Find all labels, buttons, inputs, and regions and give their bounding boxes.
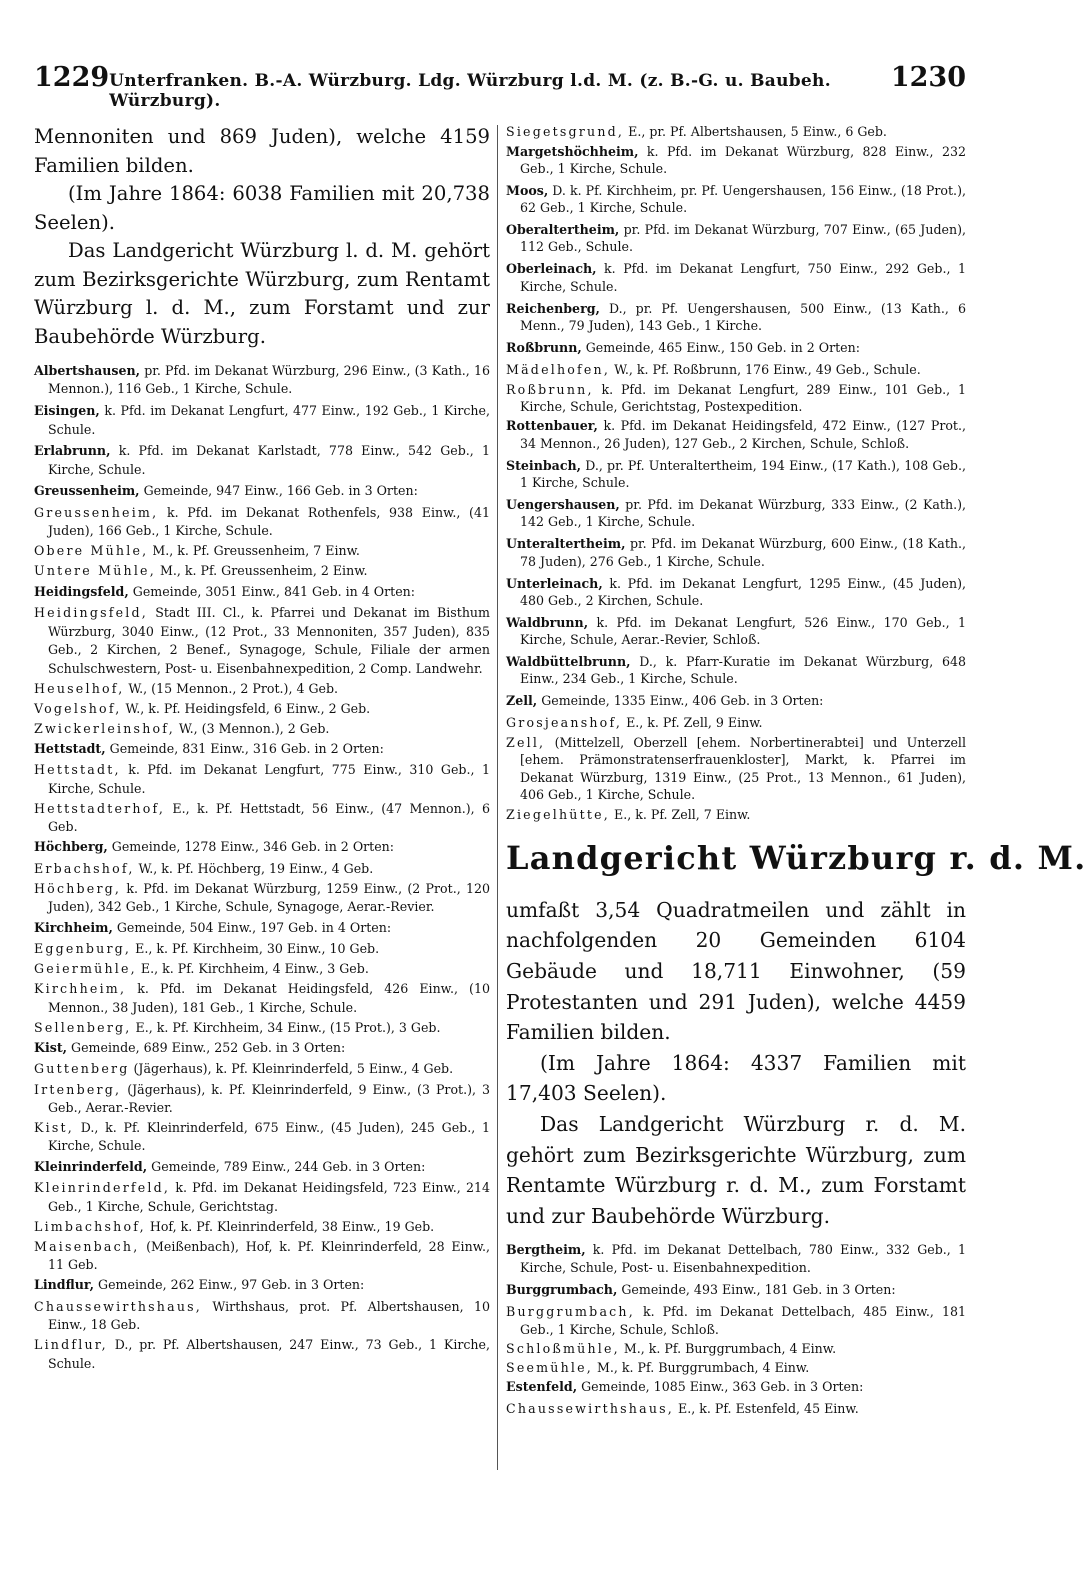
- entry-text: k. Pfd. im Dekanat Rothenfels, 938 Einw., (41 Juden), 166 Geb., 1 Kirche, Schule.: [48, 504, 490, 539]
- place-name: Bergtheim,: [506, 1242, 586, 1258]
- place-name: Greussenheim,: [34, 504, 159, 520]
- entry-text: Gemeinde, 262 Einw., 97 Geb. in 3 Orten:: [98, 1277, 365, 1293]
- intro-paragraph: umfaßt 3,54 Quadratmeilen und zählt in nachfolgenden 20 Gemeinden 6104 Gebäude und 18,711 Einwohner, (59 Protestanten und 291 Juden), welche 4459 Familien bilden.: [506, 897, 966, 1045]
- place-name: Siegetsgrund,: [506, 124, 625, 139]
- place-name: Unterleinach,: [506, 575, 603, 591]
- entry-text: (Jägerhaus), k. Pf. Kleinrinderfeld, 5 Einw., 4 Geb.: [133, 1061, 454, 1077]
- gazetteer-entry: [34, 402, 490, 439]
- place-name: Roßbrunn,: [506, 340, 582, 355]
- running-head: Unterfranken. B.-A. Würzburg. Ldg. Würzburg l.d. M. (z. B.-G. u. Baubeh. Würzburg).: [109, 71, 831, 111]
- entry-text: D., k. Pf. Kleinrinderfeld, 675 Einw., (45 Juden), 245 Geb., 1 Kirche, Schule.: [48, 1120, 490, 1154]
- entry-text: E., k. Pf. Estenfeld, 45 Einw.: [678, 1401, 859, 1417]
- entry-text: M., k. Pf. Burggrumbach, 4 Einw.: [623, 1340, 837, 1356]
- place-name: Erbachshof,: [34, 860, 135, 876]
- locality-entry: [506, 1303, 966, 1338]
- intro-paragraph: (Im Jahre 1864: 6038 Familien mit 20,738 Seelen).: [34, 182, 490, 234]
- place-name: Lindflur,: [34, 1277, 95, 1293]
- section-title: Landgericht Würzburg r. d. M.: [506, 838, 1086, 877]
- place-name: Heuselhof,: [34, 680, 125, 696]
- entry-text: Hof, k. Pf. Kleinrinderfeld, 38 Einw., 19 Geb.: [149, 1218, 435, 1234]
- place-name: Höchberg,: [34, 881, 122, 897]
- entry-text: W., k. Pf. Höchberg, 19 Einw., 4 Geb.: [138, 860, 374, 876]
- locality-entry: [34, 1119, 490, 1156]
- locality-entry: [34, 980, 490, 1017]
- place-name: Kleinrinderfeld,: [34, 1180, 171, 1196]
- place-name: Irtenberg,: [34, 1081, 122, 1097]
- place-name: Obere Mühle,: [34, 543, 149, 559]
- place-name: Estenfeld,: [506, 1379, 578, 1395]
- entry-text: M., k. Pf. Greussenheim, 2 Einw.: [159, 563, 368, 579]
- locality-entry: [506, 361, 966, 378]
- entry-text: E., k. Pf. Hettstadt, 56 Einw., (47 Mennon.), 6 Geb.: [48, 800, 490, 835]
- gazetteer-entry: [34, 838, 490, 856]
- locality-entry: [34, 800, 490, 837]
- locality-entry: [34, 604, 490, 678]
- place-name: Burggrumbach,: [506, 1282, 618, 1298]
- gazetteer-entry: [506, 260, 966, 295]
- entry-text: Gemeinde, 1335 Einw., 406 Geb. in 3 Orten:: [541, 693, 824, 709]
- entry-text: Gemeinde, 504 Einw., 197 Geb. in 4 Orten:: [116, 919, 392, 935]
- entry-text: Wirthshaus, prot. Pf. Albertshausen, 10 Einw., 18 Geb.: [48, 1298, 490, 1333]
- place-name: Mädelhofen,: [506, 361, 611, 377]
- entry-text: E., k. Pf. Kirchheim, 34 Einw., (15 Prot.), 3 Geb.: [135, 1019, 441, 1035]
- locality-entry: [34, 1081, 490, 1118]
- entry-text: (Mittelzell, Oberzell [ehem. Norbertinerabtei] und Unterzell [ehem. Prämonstratenserfrauenkloster], Markt, k. Pfarrei im Dekanat Würzburg, 1319 Einw., (25 Prot., 13 Mennon., 61 Juden), 406 Geb., 1 Kirche, Schule.: [520, 735, 966, 802]
- gazetteer-entry: [34, 482, 490, 500]
- entry-text: D., pr. Pf. Unteraltertheim, 194 Einw., (17 Kath.), 108 Geb., 1 Kirche, Schule.: [520, 457, 966, 491]
- entry-text: W., k. Pf. Roßbrunn, 176 Einw., 49 Geb., Schule.: [614, 361, 921, 377]
- place-name: Waldbrunn,: [506, 614, 589, 630]
- entry-text: D., pr. Pf. Albertshausen, 247 Einw., 73 Geb., 1 Kirche, Schule.: [48, 1337, 490, 1371]
- place-name: Vogelshof,: [34, 700, 122, 716]
- locality-entry: [506, 1359, 966, 1377]
- locality-entry: [34, 1019, 490, 1037]
- locality-entry: [34, 860, 490, 878]
- place-name: Reichenberg,: [506, 300, 600, 316]
- locality-entry: [34, 680, 490, 698]
- place-name: Eggenburg,: [34, 941, 132, 957]
- entry-text: k. Pfd. im Dekanat Karlstadt, 778 Einw., 542 Geb., 1 Kirche, Schule.: [48, 443, 490, 477]
- entry-text: M., k. Pf. Greussenheim, 7 Einw.: [152, 543, 360, 559]
- locality-entry: [34, 562, 490, 580]
- gazetteer-entry: [506, 457, 966, 492]
- place-name: Kirchheim,: [34, 981, 127, 997]
- gazetteer-entry: [506, 1241, 966, 1276]
- place-name: Chaussewirthshaus,: [34, 1298, 203, 1314]
- place-name: Maisenbach,: [34, 1238, 140, 1254]
- gazetteer-entry: [506, 417, 966, 452]
- place-name: Waldbüttelbrunn,: [506, 654, 631, 670]
- gazetteer-entry: [34, 442, 490, 479]
- left-column: [34, 123, 490, 1375]
- locality-entry: [34, 1336, 490, 1373]
- locality-entry: [506, 123, 966, 140]
- entry-text: pr. Pfd. im Dekanat Würzburg, 296 Einw., (3 Kath., 16 Mennon.), 116 Geb., 1 Kirche, Schule.: [48, 363, 490, 397]
- intro-paragraph: Mennoniten und 869 Juden), welche 4159 Familien bilden.: [34, 125, 490, 177]
- entry-text: k. Pfd. im Dekanat Lengfurt, 526 Einw., 170 Geb., 1 Kirche, Schule, Aerar.-Revier, Schloß.: [520, 614, 966, 648]
- place-name: Albertshausen,: [34, 363, 141, 378]
- locality-entry: [34, 960, 490, 978]
- gazetteer-entry: [34, 919, 490, 937]
- entry-text: W., (3 Mennon.), 2 Geb.: [178, 720, 330, 736]
- place-name: Oberleinach,: [506, 261, 597, 277]
- locality-entry: [34, 880, 490, 917]
- place-name: Steinbach,: [506, 457, 582, 473]
- place-name: Zwickerleinshof,: [34, 720, 175, 736]
- locality-entry: [34, 1298, 490, 1335]
- place-name: Unteraltertheim,: [506, 536, 626, 552]
- gazetteer-entry: [506, 496, 966, 531]
- intro-paragraph: (Im Jahre 1864: 4337 Familien mit 17,403 Seelen).: [506, 1050, 966, 1106]
- locality-entry: [34, 542, 490, 560]
- entry-text: k. Pfd. im Dekanat Dettelbach, 485 Einw., 181 Geb., 1 Kirche, Schule, Schloß.: [520, 1304, 966, 1337]
- place-name: Oberaltertheim,: [506, 222, 620, 238]
- entry-text: E., k. Pf. Zell, 9 Einw.: [626, 715, 763, 731]
- entry-text: (Jägerhaus), k. Pf. Kleinrinderfeld, 9 Einw., (3 Prot.), 3 Geb., Aerar.-Revier.: [48, 1081, 490, 1115]
- entry-text: D., k. Pfarr-Kuratie im Dekanat Würzburg, 648 Einw., 234 Geb., 1 Kirche, Schule.: [520, 654, 966, 687]
- place-name: Hettstadt,: [34, 740, 106, 756]
- locality-entry: [34, 940, 490, 958]
- gazetteer-entry: [34, 583, 490, 601]
- place-name: Grosjeanshof,: [506, 715, 623, 731]
- place-name: Lindflur,: [34, 1337, 108, 1353]
- place-name: Kist,: [34, 1039, 68, 1055]
- entry-text: k. Pfd. im Dekanat Heidingsfeld, 472 Einw., (127 Prot., 34 Mennon., 26 Juden), 127 Geb., 2 Kirchen, Schule, Schloß.: [520, 418, 966, 451]
- gazetteer-entry: [506, 692, 966, 709]
- entry-list: [506, 123, 966, 823]
- entry-list: [34, 362, 490, 1373]
- gazetteer-entry: [506, 1378, 966, 1396]
- entry-text: k. Pfd. im Dekanat Lengfurt, 289 Einw., 101 Geb., 1 Kirche, Schule, Gerichtstag, Postexpedition.: [520, 381, 966, 414]
- gazetteer-entry: [506, 614, 966, 649]
- entry-text: Gemeinde, 465 Einw., 150 Geb. in 2 Orten:: [585, 340, 860, 355]
- gazetteer-entry: [506, 221, 966, 256]
- entry-text: pr. Pfd. im Dekanat Würzburg, 707 Einw., (65 Juden), 112 Geb., Schule.: [520, 222, 966, 255]
- place-name: Hettstadt,: [34, 762, 121, 778]
- column-divider: [497, 125, 498, 1470]
- locality-entry: [34, 761, 490, 798]
- place-name: Kleinrinderfeld,: [34, 1158, 148, 1174]
- entry-text: E., k. Pf. Kirchheim, 4 Einw., 3 Geb.: [140, 961, 369, 977]
- gazetteer-entry: [34, 1158, 490, 1176]
- entry-text: k. Pfd. im Dekanat Lengfurt, 477 Einw., 192 Geb., 1 Kirche, Schule.: [48, 403, 490, 437]
- place-name: Hettstadterhof,: [34, 800, 166, 816]
- entry-text: E., pr. Pf. Albertshausen, 5 Einw., 6 Geb.: [628, 124, 887, 139]
- locality-entry: [506, 1400, 966, 1418]
- entry-text: Gemeinde, 1278 Einw., 346 Geb. in 2 Orten:: [111, 839, 395, 855]
- entry-text: E., k. Pf. Zell, 7 Einw.: [614, 806, 751, 822]
- gazetteer-entry: [506, 1281, 966, 1299]
- gazetteer-entry: [506, 535, 966, 570]
- gazetteer-entry: [506, 300, 966, 335]
- locality-entry: [34, 1218, 490, 1236]
- page-number-left: 1229: [34, 62, 110, 93]
- entry-text: k. Pfd. im Dekanat Würzburg, 828 Einw., 232 Geb., 1 Kirche, Schule.: [520, 143, 966, 176]
- place-name: Chaussewirthshaus,: [506, 1401, 675, 1417]
- place-name: Höchberg,: [34, 839, 108, 855]
- entry-text: Gemeinde, 1085 Einw., 363 Geb. in 3 Orten:: [581, 1379, 864, 1395]
- entry-text: E., k. Pf. Kirchheim, 30 Einw., 10 Geb.: [135, 941, 380, 957]
- place-name: Rottenbauer,: [506, 418, 598, 434]
- locality-entry: [34, 720, 490, 738]
- entry-text: k. Pfd. im Dekanat Würzburg, 1259 Einw., (2 Prot., 120 Juden), 342 Geb., 1 Kirche, Schule, Synagoge, Aerar.-Revier.: [48, 881, 490, 915]
- place-name: Untere Mühle,: [34, 563, 156, 579]
- locality-entry: [506, 734, 966, 803]
- entry-text: M., k. Pf. Burggrumbach, 4 Einw.: [597, 1360, 810, 1376]
- locality-entry: [506, 381, 966, 416]
- entry-text: k. Pfd. im Dekanat Heidingsfeld, 426 Einw., (10 Mennon., 38 Juden), 181 Geb., 1 Kirche, Schule.: [48, 981, 490, 1015]
- entry-text: k. Pfd. im Dekanat Heidingsfeld, 723 Einw., 214 Geb., 1 Kirche, Schule, Gerichtstag.: [48, 1180, 490, 1214]
- page-header: [34, 62, 966, 111]
- gazetteer-entry: [506, 182, 966, 217]
- entry-text: k. Pfd. im Dekanat Lengfurt, 1295 Einw., (45 Juden), 480 Geb., 2 Kirchen, Schule.: [520, 575, 966, 608]
- entry-text: k. Pfd. im Dekanat Lengfurt, 775 Einw., 310 Geb., 1 Kirche, Schule.: [48, 762, 490, 796]
- place-name: Ziegelhütte,: [506, 806, 610, 822]
- place-name: Burggrumbach,: [506, 1304, 635, 1320]
- place-name: Limbachshof,: [34, 1218, 146, 1234]
- place-name: Erlabrunn,: [34, 443, 111, 459]
- locality-entry: [34, 700, 490, 718]
- place-name: Eisingen,: [34, 403, 100, 419]
- place-name: Heidingsfeld,: [34, 605, 148, 621]
- locality-entry: [506, 714, 966, 731]
- place-name: Roßbrunn,: [506, 381, 594, 397]
- intro-paragraph: Das Landgericht Würzburg l. d. M. gehört zum Bezirksgerichte Würzburg, zum Rentamt Würzburg l. d. M., zum Forstamt und zur Baubehörde Würzburg.: [34, 239, 490, 348]
- locality-entry: [34, 1179, 490, 1216]
- gazetteer-entry: [506, 339, 966, 356]
- gazetteer-entry: [506, 575, 966, 610]
- place-name: Kirchheim,: [34, 919, 113, 935]
- entry-text: Gemeinde, 789 Einw., 244 Geb. in 3 Orten:: [151, 1158, 426, 1174]
- locality-entry: [34, 1060, 490, 1078]
- entry-text: Stadt III. Cl., k. Pfarrei und Dekanat im Bisthum Würzburg, 3040 Einw., (12 Prot., 33 Mennoniten, 357 Juden), 835 Geb., 2 Kirchen, 2 Benef., Synagoge, Schule, Filiale der armen Schulschwestern, Post- u. Eisenbahnexpedition, 2 Comp. Landwehr.: [48, 605, 490, 676]
- right-column: [506, 123, 1086, 1420]
- locality-entry: [34, 504, 490, 541]
- entry-text: Gemeinde, 831 Einw., 316 Geb. in 2 Orten:: [109, 740, 384, 756]
- place-name: Uengershausen,: [506, 497, 620, 513]
- entry-text: W., (15 Mennon., 2 Prot.), 4 Geb.: [128, 680, 339, 696]
- entry-text: W., k. Pf. Heidingsfeld, 6 Einw., 2 Geb.: [125, 700, 371, 716]
- entry-text: D., pr. Pf. Uengershausen, 500 Einw., (13 Kath., 6 Menn., 79 Juden), 143 Geb., 1 Kirche.: [520, 300, 966, 334]
- entry-text: Gemeinde, 3051 Einw., 841 Geb. in 4 Orten:: [132, 583, 416, 599]
- place-name: Sellenberg,: [34, 1019, 132, 1035]
- gazetteer-entry: [506, 653, 966, 688]
- place-name: Greussenheim,: [34, 483, 140, 499]
- entry-text: pr. Pfd. im Dekanat Würzburg, 600 Einw., (18 Kath., 78 Juden), 276 Geb., 1 Kirche, Schule.: [520, 536, 966, 569]
- place-name: Geiermühle,: [34, 961, 137, 977]
- locality-entry: [506, 806, 966, 823]
- intro-paragraph: Das Landgericht Würzburg r. d. M. gehört zum Bezirksgerichte Würzburg, zum Rentamte Würzburg r. d. M., zum Forstamt und zur Baubehörde Würzburg.: [506, 1111, 966, 1228]
- entry-text: D. k. Pf. Kirchheim, pr. Pf. Uengershausen, 156 Einw., (18 Prot.), 62 Geb., 1 Kirche, Schule.: [520, 182, 966, 216]
- place-name: Zell,: [506, 693, 538, 709]
- gazetteer-entry: [506, 143, 966, 178]
- place-name: Kist,: [34, 1120, 74, 1135]
- gazetteer-entry: [34, 1276, 490, 1294]
- entry-text: k. Pfd. im Dekanat Lengfurt, 750 Einw., 292 Geb., 1 Kirche, Schule.: [520, 261, 966, 294]
- place-name: Moos,: [506, 182, 549, 198]
- entry-text: Gemeinde, 689 Einw., 252 Geb. in 3 Orten:: [71, 1039, 346, 1055]
- entry-text: pr. Pfd. im Dekanat Würzburg, 333 Einw., (2 Kath.), 142 Geb., 1 Kirche, Schule.: [520, 497, 966, 530]
- place-name: Seemühle,: [506, 1360, 593, 1376]
- entry-text: Gemeinde, 947 Einw., 166 Geb. in 3 Orten:: [143, 483, 418, 499]
- place-name: Guttenberg: [34, 1061, 130, 1077]
- place-name: Heidingsfeld,: [34, 583, 129, 599]
- place-name: Margetshöchheim,: [506, 143, 639, 159]
- entry-list: [506, 1241, 966, 1418]
- page-number-right: 1230: [890, 62, 966, 93]
- entry-text: Gemeinde, 493 Einw., 181 Geb. in 3 Orten:: [621, 1282, 896, 1298]
- gazetteer-entry: [34, 1039, 490, 1057]
- locality-entry: [506, 1340, 966, 1358]
- place-name: Schloßmühle,: [506, 1340, 620, 1356]
- gazetteer-entry: [34, 740, 490, 758]
- entry-text: k. Pfd. im Dekanat Dettelbach, 780 Einw., 332 Geb., 1 Kirche, Schule, Post- u. Eisenbahnexpedition.: [520, 1242, 966, 1275]
- locality-entry: [34, 1238, 490, 1275]
- place-name: Zell,: [506, 735, 546, 751]
- gazetteer-entry: [34, 362, 490, 399]
- entry-text: (Meißenbach), Hof, k. Pf. Kleinrinderfeld, 28 Einw., 11 Geb.: [48, 1238, 490, 1273]
